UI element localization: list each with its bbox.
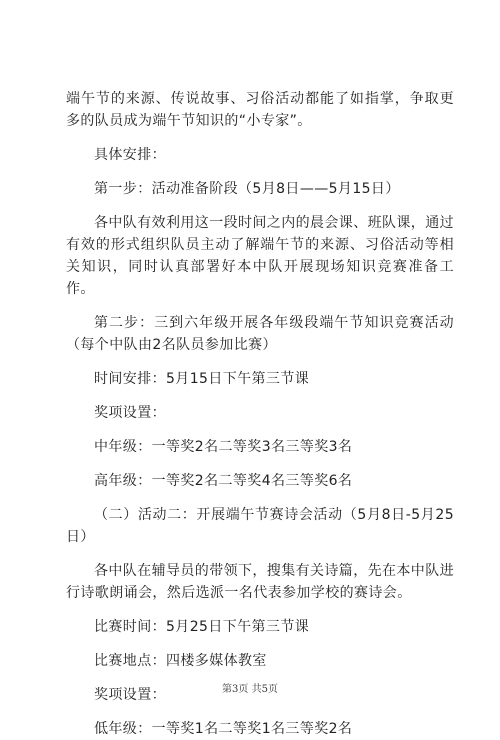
paragraph-time-arrangement: 时间安排：5月15日下午第三节课 — [94, 371, 310, 387]
paragraph-awards-heading-2: 奖项设置： — [94, 687, 166, 703]
paragraph-awards-heading: 奖项设置： — [94, 405, 166, 421]
paragraph-awards-middle-grade: 中年级：一等奖2名二等奖3名三等奖3名 — [94, 439, 353, 455]
paragraph-awards-low-grade: 低年级：一等奖1名二等奖1名三等奖2名 — [94, 721, 353, 737]
paragraph-arrangement-heading: 具体安排： — [94, 147, 166, 163]
paragraph-step-one-detail: 各中队有效利用这一段时间之内的晨会课、班队课，通过有效的形式组织队员主动了解端午节的来源、习俗活动等相关知识，同时认真部署好本中队开展现场知识竞赛准备工作。 — [66, 215, 454, 297]
paragraph-step-two: 第二步：三到六年级开展各年级段端午节知识竞赛活动（每个中队由2名队员参加比赛） — [66, 315, 454, 353]
paragraph-competition-venue: 比赛地点：四楼多媒体教室 — [94, 653, 267, 669]
paragraph-activity-two: （二）活动二：开展端午节赛诗会活动（5月8日-5月25日） — [66, 507, 454, 545]
page-number-footer: 第3页 共5页 — [222, 684, 278, 695]
paragraph-activity-two-detail: 各中队在辅导员的带领下，搜集有关诗篇，先在本中队进行诗歌朗诵会，然后选派一名代表参加学校的赛诗会。 — [66, 563, 454, 601]
paragraph-competition-time: 比赛时间：5月25日下午第三节课 — [94, 619, 310, 635]
document-body — [66, 88, 454, 740]
paragraph-awards-high-grade: 高年级：一等奖2名二等奖4名三等奖6名 — [94, 473, 353, 489]
paragraph-intro: 端午节的来源、传说故事、习俗活动都能了如指掌，争取更多的队员成为端午节知识的“小专家”。 — [66, 91, 454, 129]
paragraph-step-one: 第一步：活动准备阶段（5月8日——5月15日） — [94, 181, 400, 197]
